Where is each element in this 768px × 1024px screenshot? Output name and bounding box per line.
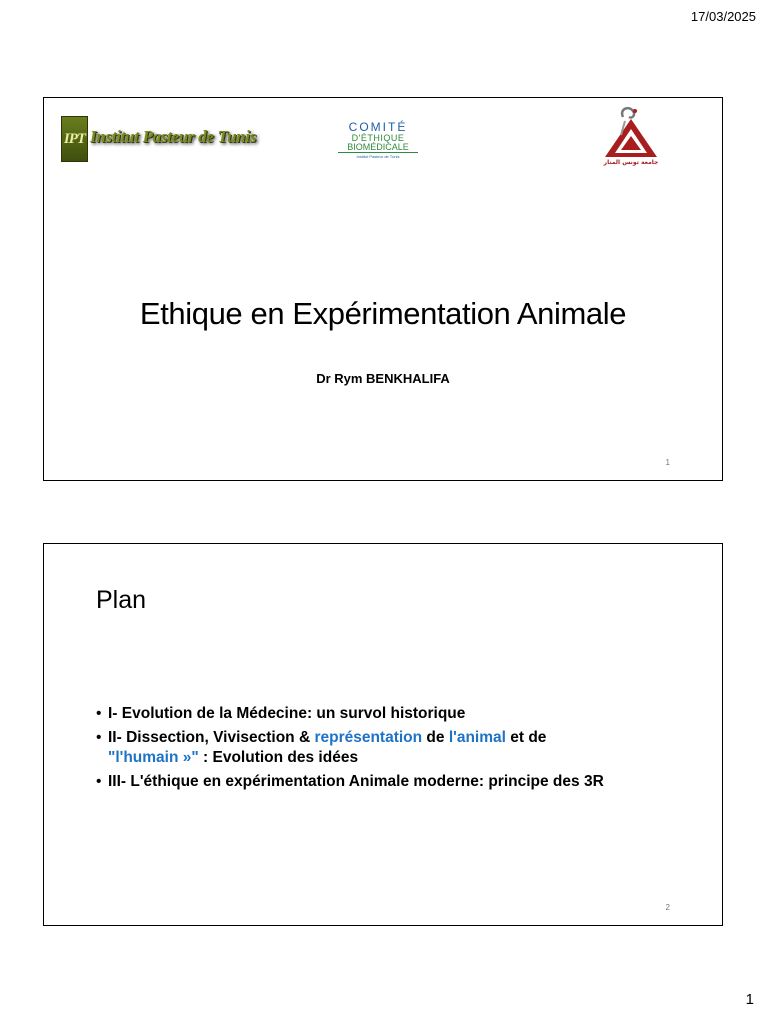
bullet-2-highlight-animal: l'animal [448, 729, 506, 746]
bullet-2-highlight-representation: représentation [314, 729, 423, 746]
plan-bullet-1 [96, 704, 716, 724]
bullet-1-text: I- Evolution de la Médecine: un survol historique [108, 705, 466, 722]
page-number: 1 [745, 991, 754, 1008]
universite-emblem-icon [599, 105, 663, 159]
print-date: 17/03/2025 [690, 9, 756, 24]
slide-title: Ethique en Expérimentation Animale [139, 296, 627, 331]
bullet-3-text: III- L'éthique en expérimentation Animale moderne: principe des 3R [108, 773, 604, 790]
comite-line-1: COMITÉ [348, 120, 408, 134]
slide-number: 2 [665, 903, 670, 912]
bullet-2-part-c: de [422, 729, 449, 746]
plan-bullet-list [96, 704, 716, 796]
plan-bullet-3 [96, 772, 716, 792]
slide-number: 1 [665, 458, 670, 467]
slide-1 [43, 97, 723, 481]
bullet-2-part-g: : Evolution des idées [198, 749, 359, 766]
slide-author: Dr Rym BENKHALIFA [316, 371, 450, 386]
comite-line-3: BIOMÉDICALE [338, 143, 418, 153]
universite-logo [599, 105, 663, 171]
slide-2 [43, 543, 723, 926]
ipt-mark: IPT [61, 116, 88, 162]
bullet-2-part-a: II- Dissection, Vivisection & [108, 729, 315, 746]
comite-line-4: Institut Pasteur de Tunis [356, 154, 400, 159]
bullet-2-highlight-humain: "l'humain »" [108, 749, 199, 766]
institut-pasteur-logo [61, 112, 257, 166]
comite-line-2: D'ÉTHIQUE [351, 133, 405, 143]
bullet-2-part-e: et de [505, 729, 547, 746]
plan-bullet-2 [96, 728, 716, 768]
plan-title: Plan [96, 586, 147, 614]
universite-name-arabic: جامعة تونس المنار [603, 159, 659, 166]
comite-ethique-logo [338, 121, 418, 159]
ipt-name: Institut Pasteur de Tunis [90, 127, 257, 146]
